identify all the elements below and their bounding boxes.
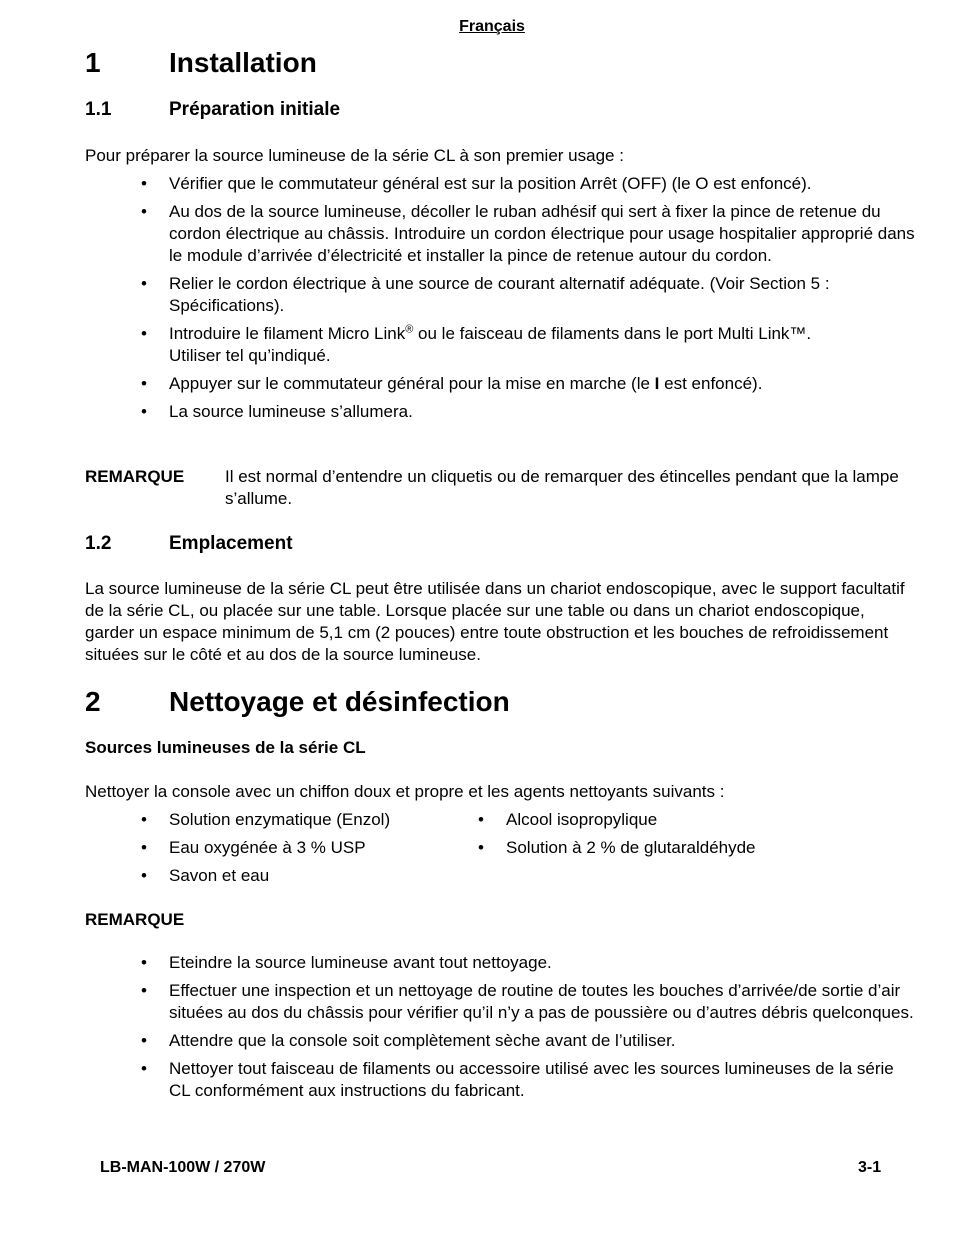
list-item: • Au dos de la source lumineuse, décoller le ruban adhésif qui sert à fixer la pince de retenue du cordon électrique au châssis. Introduire un cordon électrique pour usage hospitalier approprié dans le module d’arrivée d’électricité et installer la pince de retenue autour du cordon. [141, 202, 915, 265]
bullet-icon: • [141, 838, 147, 857]
bullet-icon: • [478, 810, 484, 829]
list-item: • Solution à 2 % de glutaraldéhyde [478, 838, 756, 857]
cleaning-intro: Nettoyer la console avec un chiffon doux et propre et les agents nettoyants suivants : [85, 782, 725, 801]
bullet-icon: • [141, 274, 147, 293]
prep-steps-list [141, 173, 916, 429]
bullet-icon: • [141, 324, 147, 343]
bullet-icon: • [141, 866, 147, 885]
note-label: REMARQUE [85, 467, 185, 486]
list-item: • Solution enzymatique (Enzol) [141, 810, 391, 829]
subsection-1-2-number: 1.2 [85, 533, 112, 554]
language-header: Français [459, 18, 525, 35]
section-2-subtitle: Sources lumineuses de la série CL [85, 738, 366, 757]
bullet-icon: • [478, 838, 484, 857]
bullet-icon: • [141, 981, 147, 1000]
prep-intro: Pour préparer la source lumineuse de la série CL à son premier usage : [85, 146, 624, 165]
bullet-icon: • [141, 953, 147, 972]
bullet-icon: • [141, 402, 147, 421]
cleaning-notes-list [141, 952, 916, 1108]
bullet-icon: • [141, 374, 147, 393]
bullet-icon: • [141, 810, 147, 829]
section-2-number: 2 [85, 686, 101, 717]
list-item: • Nettoyer tout faisceau de filaments ou accessoire utilisé avec les sources lumineuses de la série CL conformément aux instructions du fabricant. [141, 1059, 894, 1100]
agents-left-list [141, 809, 471, 893]
section-1-title: Installation [169, 47, 317, 78]
list-item: • Savon et eau [141, 866, 270, 885]
section-2-title: Nettoyage et désinfection [169, 686, 510, 717]
list-item: • Effectuer une inspection et un nettoyage de routine de toutes les bouches d’arrivée/de sortie d’air situées au dos du châssis pour vérifier qu’il n’y a pas de poussière ou d’autres débris quelconques. [141, 981, 914, 1022]
list-item: • Alcool isopropylique [478, 810, 658, 829]
footer-doc-id: LB-MAN-100W / 270W [100, 1159, 266, 1176]
list-item: • Appuyer sur le commutateur général pour la mise en marche (le I est enfoncé). [141, 374, 763, 393]
list-item: • Eteindre la source lumineuse avant tout nettoyage. [141, 953, 552, 972]
list-item: • La source lumineuse s’allumera. [141, 402, 413, 421]
agents-right-list [478, 809, 908, 865]
subsection-1-1-number: 1.1 [85, 99, 112, 120]
bullet-icon: • [141, 202, 147, 221]
bullet-icon: • [141, 1031, 147, 1050]
section-1-number: 1 [85, 47, 101, 78]
list-item: • Relier le cordon électrique à une source de courant alternatif adéquate. (Voir Section 5 : Spécifications). [141, 274, 830, 315]
note-text: Il est normal d’entendre un cliquetis ou de remarquer des étincelles pendant que la lampe s’allume. [225, 467, 899, 508]
list-item: • Vérifier que le commutateur général est sur la position Arrêt (OFF) (le O est enfoncé). [141, 174, 812, 193]
list-item: • Attendre que la console soit complètement sèche avant de l’utiliser. [141, 1031, 676, 1050]
bullet-icon: • [141, 1059, 147, 1078]
list-item: • Eau oxygénée à 3 % USP [141, 838, 366, 857]
list-item: • Introduire le filament Micro Link® ou le faisceau de filaments dans le port Multi Link™. Utiliser tel qu’indiqué. [141, 323, 812, 365]
footer-page-number: 3-1 [858, 1159, 882, 1176]
note-label-2: REMARQUE [85, 910, 185, 929]
subsection-1-1-title: Préparation initiale [169, 99, 341, 120]
bullet-icon: • [141, 174, 147, 193]
subsection-1-2-title: Emplacement [169, 533, 293, 554]
placement-text: La source lumineuse de la série CL peut être utilisée dans un chariot endoscopique, avec le support facultatif de la série CL, ou placée sur une table. Lorsque placée sur une table ou dans un chariot endoscopique, garder un espace minimum de 5,1 cm (2 pouces) entre toute obstruction et les bouches de refroidissement situées sur le côté et au dos de la source lumineuse. [85, 579, 905, 664]
